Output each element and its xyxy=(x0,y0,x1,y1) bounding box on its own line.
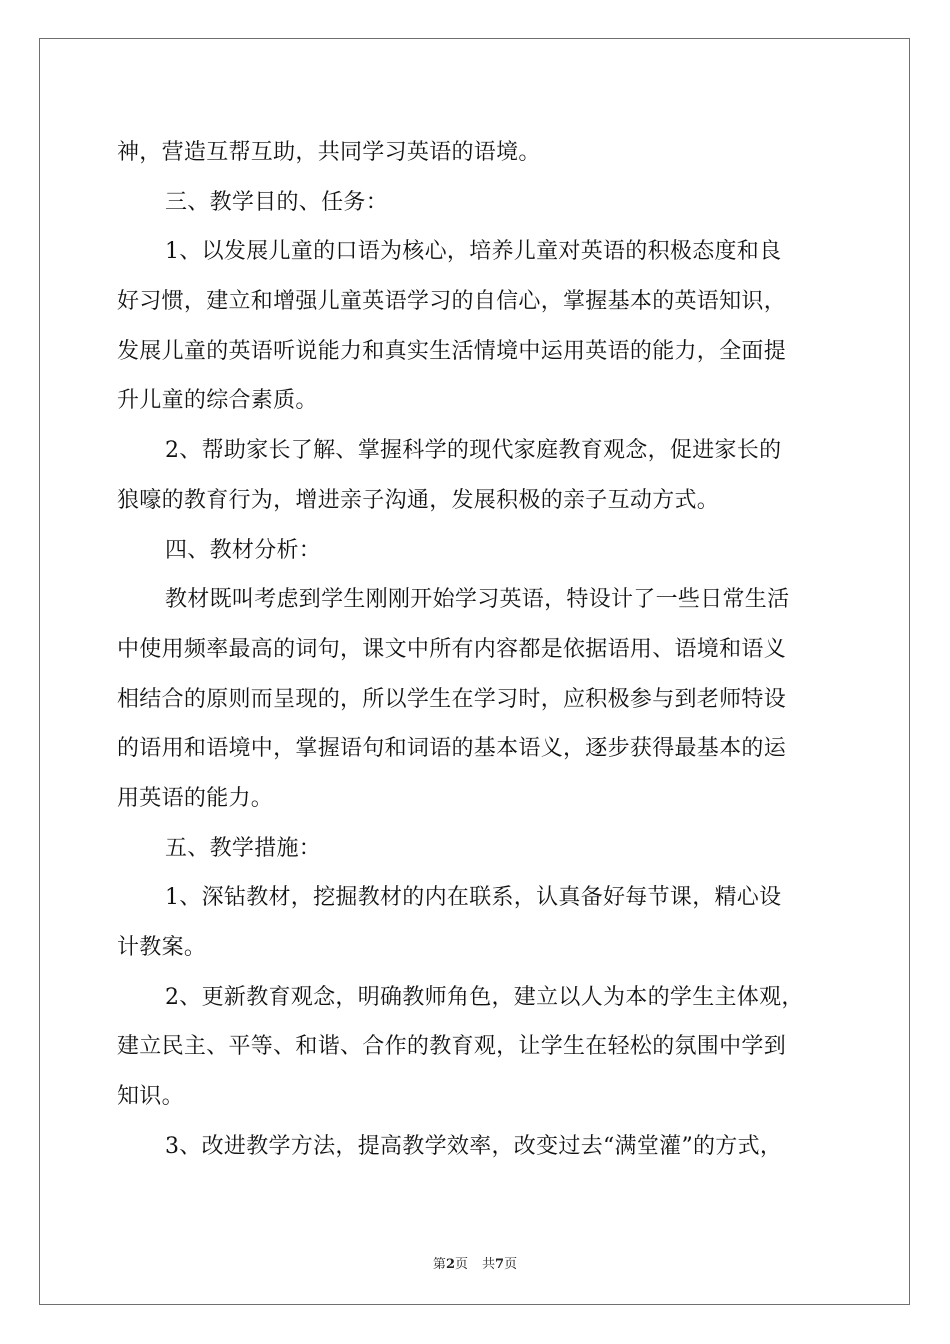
total-suffix: 页 xyxy=(504,1257,518,1272)
text-line-14: 用英语的能力。 xyxy=(117,785,274,811)
text-line-11: 中使用频率最高的词句，课文中所有内容都是依据语用、语境和语义 xyxy=(117,636,787,662)
section-heading-objectives: 三、教学目的、任务： xyxy=(165,189,389,215)
section-heading-materials: 四、教材分析： xyxy=(165,537,322,563)
text-line-18: 2、更新教育观念，明确教师角色，建立以人为本的学生主体观， xyxy=(165,984,804,1010)
text-line-10: 教材既叫考虑到学生刚刚开始学习英语，特设计了一些日常生活 xyxy=(165,587,790,613)
page-prefix: 第 xyxy=(432,1257,446,1272)
page-number: 2 xyxy=(445,1257,455,1272)
text-line-1: 神，营造互帮互助，共同学习英语的语境。 xyxy=(117,140,541,165)
text-line-8: 狼嚎的教育行为，增进亲子沟通，发展积极的亲子互动方式。 xyxy=(117,487,720,513)
section-heading-measures: 五、教学措施： xyxy=(165,835,322,861)
text-line-20: 知识。 xyxy=(117,1084,184,1110)
text-line-16: 1、深钻教材，挖掘教材的内在联系，认真备好每节课，精心设 xyxy=(165,885,782,911)
text-line-7: 2、帮助家长了解、掌握科学的现代家庭教育观念，促进家长的 xyxy=(165,438,782,464)
total-pages: 7 xyxy=(495,1257,505,1272)
text-line-4: 好习惯，建立和增强儿童英语学习的自信心，掌握基本的英语知识， xyxy=(117,289,787,315)
text-line-17: 计教案。 xyxy=(117,935,207,960)
total-prefix: 共 xyxy=(482,1257,496,1272)
text-line-12: 相结合的原则而呈现的，所以学生在学习时，应积极参与到老师特设 xyxy=(117,686,787,712)
document-body xyxy=(117,128,837,1171)
text-line-19: 建立民主、平等、和谐、合作的教育观，让学生在轻松的氛围中学到 xyxy=(117,1034,787,1060)
page-suffix: 页 xyxy=(454,1257,468,1272)
text-line-3: 1、以发展儿童的口语为核心，培养儿童对英语的积极态度和良 xyxy=(165,239,782,265)
text-line-13: 的语用和语境中，掌握语句和词语的基本语义，逐步获得最基本的运 xyxy=(117,736,787,762)
text-line-5: 发展儿童的英语听说能力和真实生活情境中运用英语的能力，全面提 xyxy=(117,338,787,364)
text-line-21: 3、改进教学方法，提高教学效率，改变过去“满堂灌”的方式， xyxy=(165,1133,783,1159)
text-line-6: 升儿童的综合素质。 xyxy=(117,388,318,414)
page-footer xyxy=(0,1253,950,1272)
